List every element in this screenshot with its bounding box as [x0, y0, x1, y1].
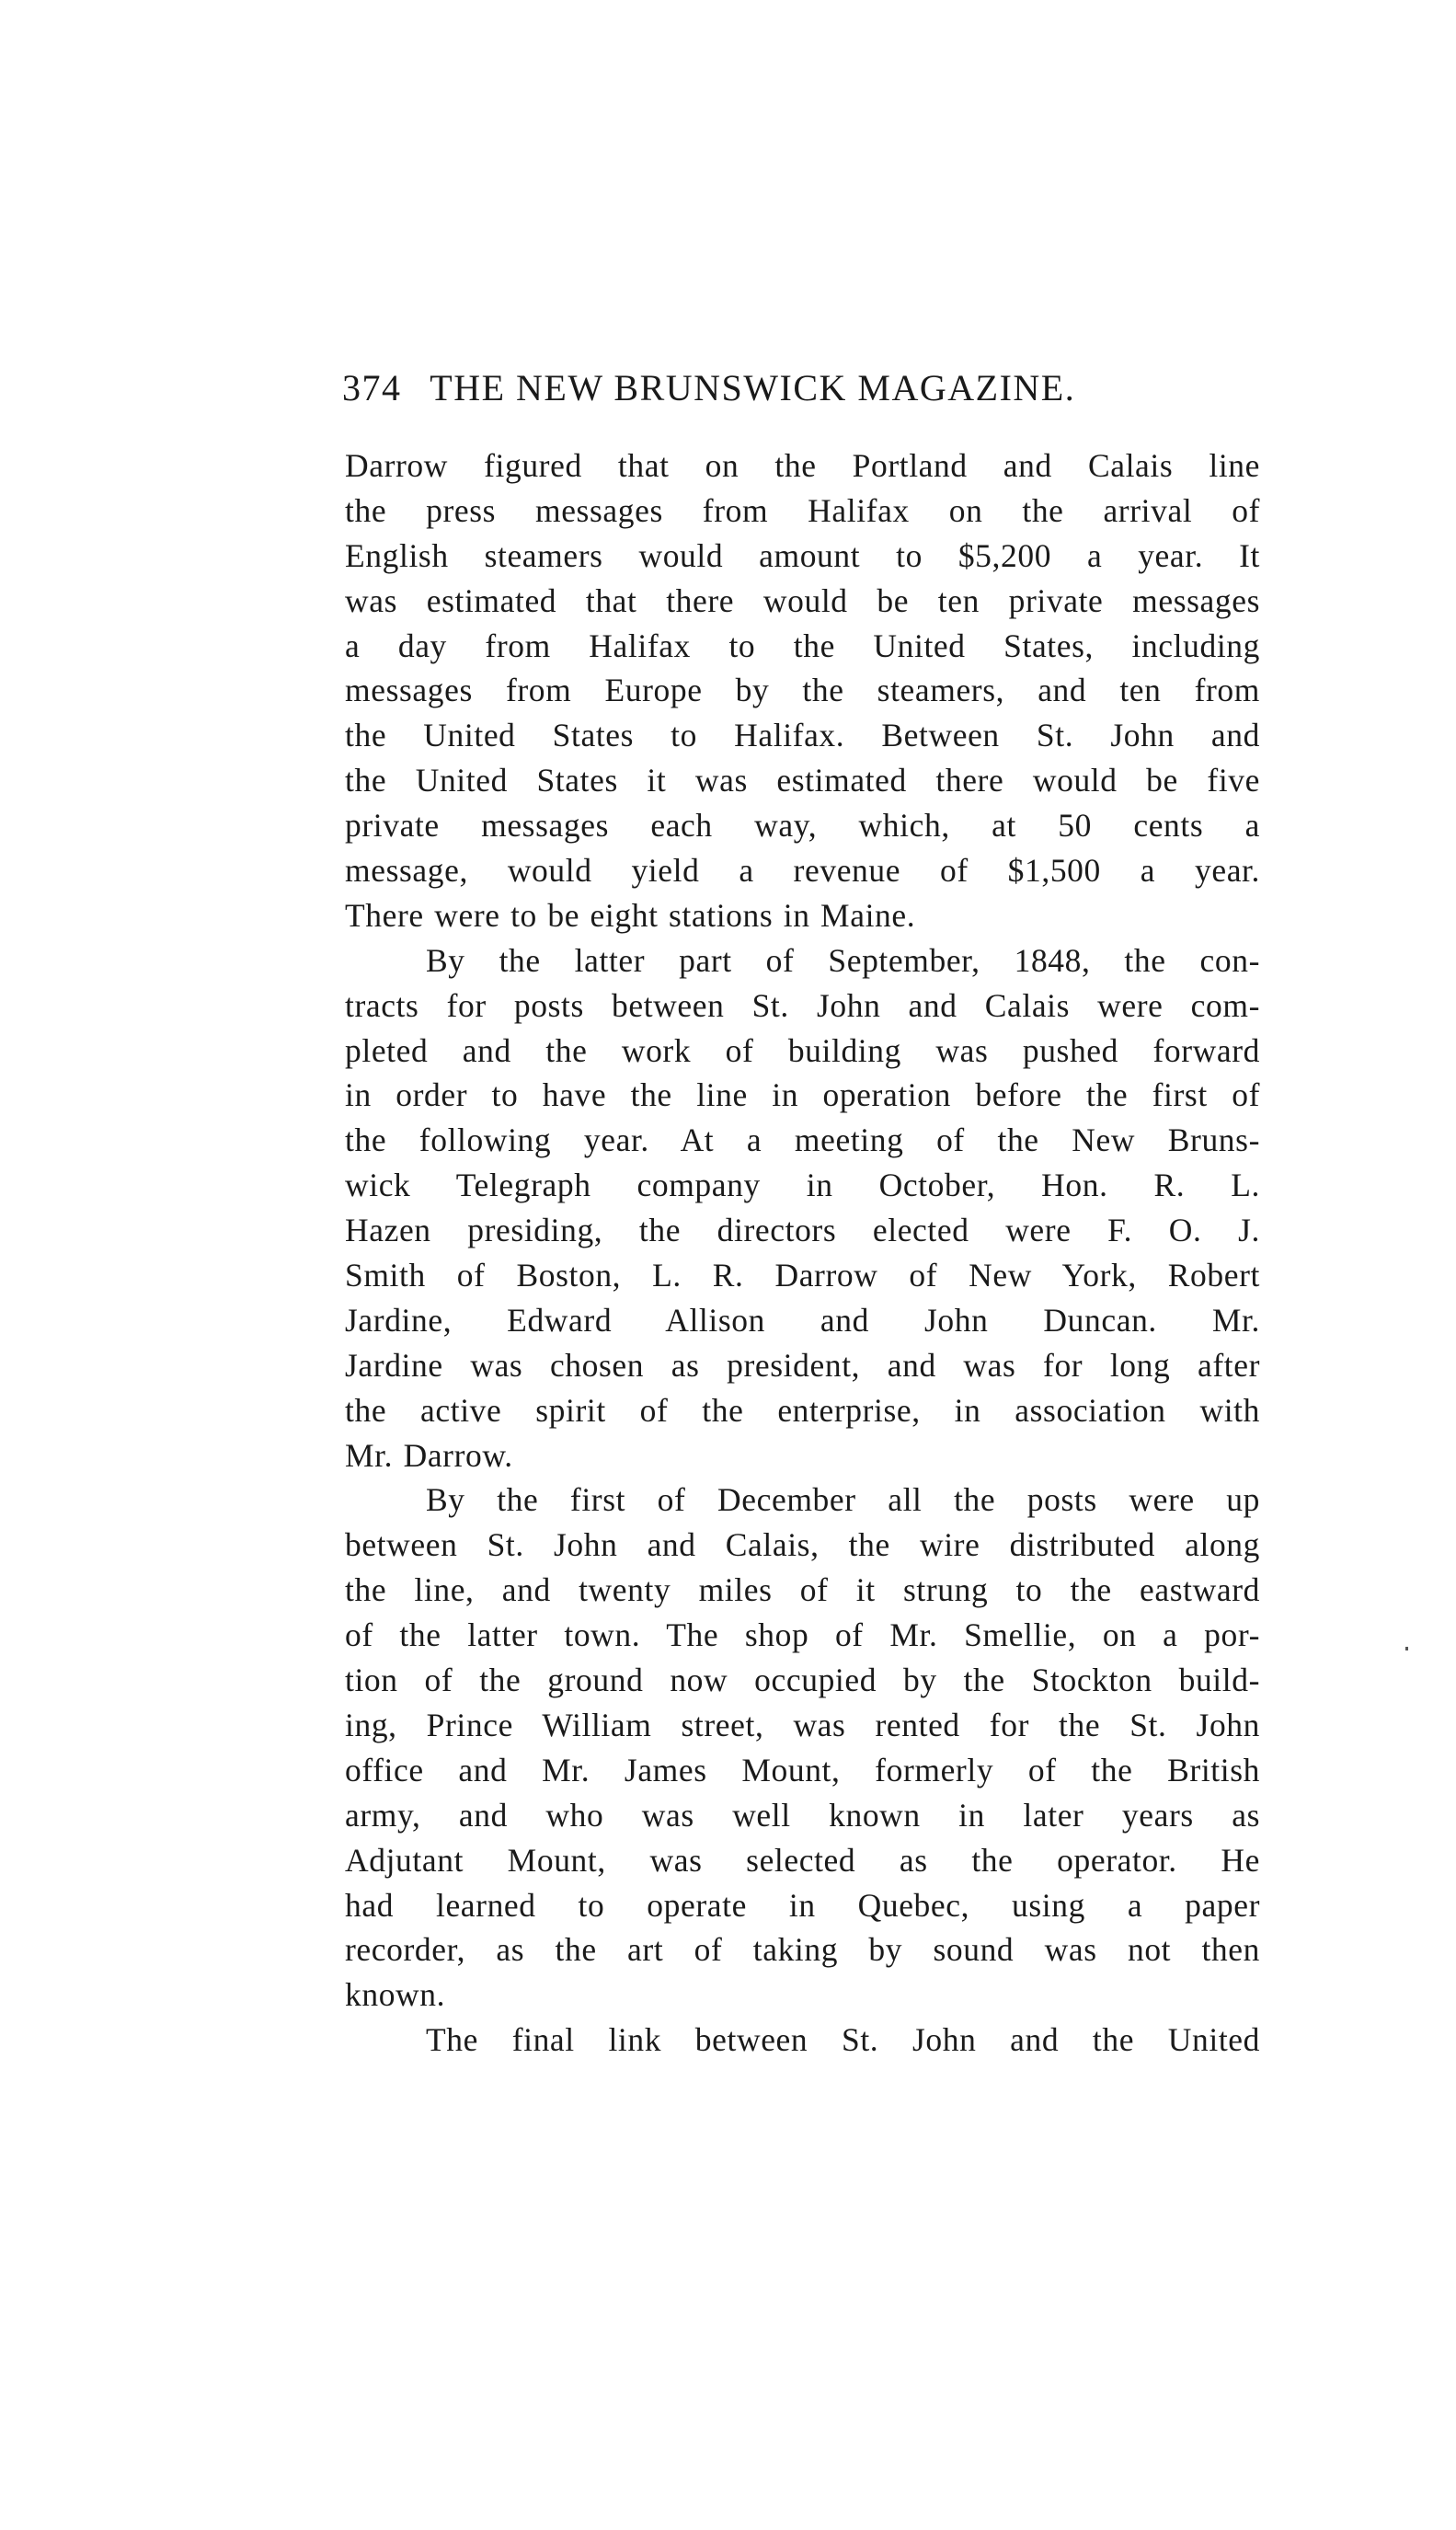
text-line: There were to be eight stations in Maine. [345, 896, 916, 934]
text-line: ing, Prince William street, was rented for the St. John [345, 1706, 1260, 1743]
text-line: recorder, as the art of taking by sound was not then [345, 1931, 1260, 1969]
text-line: of the latter town. The shop of Mr. Smellie, on a por- [345, 1616, 1260, 1654]
text-line: between St. John and Calais, the wire distributed along [345, 1526, 1260, 1564]
text-line: private messages each way, which, at 50 cents a [345, 807, 1260, 845]
body-text [345, 443, 1260, 2063]
paragraph [345, 443, 1260, 938]
text-line: Adjutant Mount, was selected as the operator. He [345, 1841, 1260, 1879]
text-line: Jardine, Edward Allison and John Duncan. Mr. [345, 1301, 1260, 1339]
text-line: The final link between St. John and the United [426, 2021, 1260, 2059]
text-line: the United States it was estimated there would be five [345, 762, 1260, 799]
paragraph [345, 2018, 1260, 2063]
text-line: had learned to operate in Quebec, using a paper [345, 1886, 1260, 1924]
running-title: THE NEW BRUNSWICK MAGAZINE. [430, 367, 1076, 408]
text-line: messages from Europe by the steamers, and ten from [345, 672, 1260, 709]
text-line: By the latter part of September, 1848, the con- [426, 941, 1260, 979]
text-line: Mr. Darrow. [345, 1436, 513, 1474]
text-line: known. [345, 1976, 446, 2014]
page-number: 374 [342, 367, 402, 408]
text-line: the following year. At a meeting of the New Bruns- [345, 1121, 1260, 1159]
paragraph [345, 938, 1260, 1478]
text-line: wick Telegraph company in October, Hon. R. L. [345, 1167, 1260, 1204]
text-line: the United States to Halifax. Between St. John and [345, 717, 1260, 754]
text-line: message, would yield a revenue of $1,500 a year. [345, 852, 1260, 890]
text-line: Hazen presiding, the directors elected were F. O. J. [345, 1212, 1260, 1249]
text-line: tracts for posts between St. John and Calais were com- [345, 986, 1260, 1024]
text-line: the line, and twenty miles of it strung to the eastward [345, 1571, 1260, 1609]
text-line: pleted and the work of building was pushed forward [345, 1031, 1260, 1069]
text-line: Jardine was chosen as president, and was for long after [345, 1346, 1260, 1384]
text-line: a day from Halifax to the United States, including [345, 627, 1260, 664]
paragraph [345, 1478, 1260, 2018]
page-header [342, 366, 1262, 421]
text-line: By the first of December all the posts were up [426, 1481, 1260, 1519]
text-line: the press messages from Halifax on the arrival of [345, 491, 1260, 529]
text-line: army, and who was well known in later years as [345, 1796, 1260, 1834]
text-line: Darrow figured that on the Portland and Calais line [345, 447, 1260, 484]
text-line: in order to have the line in operation before the first of [345, 1076, 1260, 1114]
print-speck [1405, 1647, 1408, 1650]
text-line: office and Mr. James Mount, formerly of the British [345, 1751, 1260, 1788]
text-line: English steamers would amount to $5,200 a year. It [345, 536, 1260, 574]
text-line: tion of the ground now occupied by the Stockton build- [345, 1662, 1260, 1699]
text-line: the active spirit of the enterprise, in association with [345, 1391, 1260, 1429]
text-line: was estimated that there would be ten private messages [345, 581, 1260, 619]
text-line: Smith of Boston, L. R. Darrow of New York, Robert [345, 1257, 1260, 1294]
